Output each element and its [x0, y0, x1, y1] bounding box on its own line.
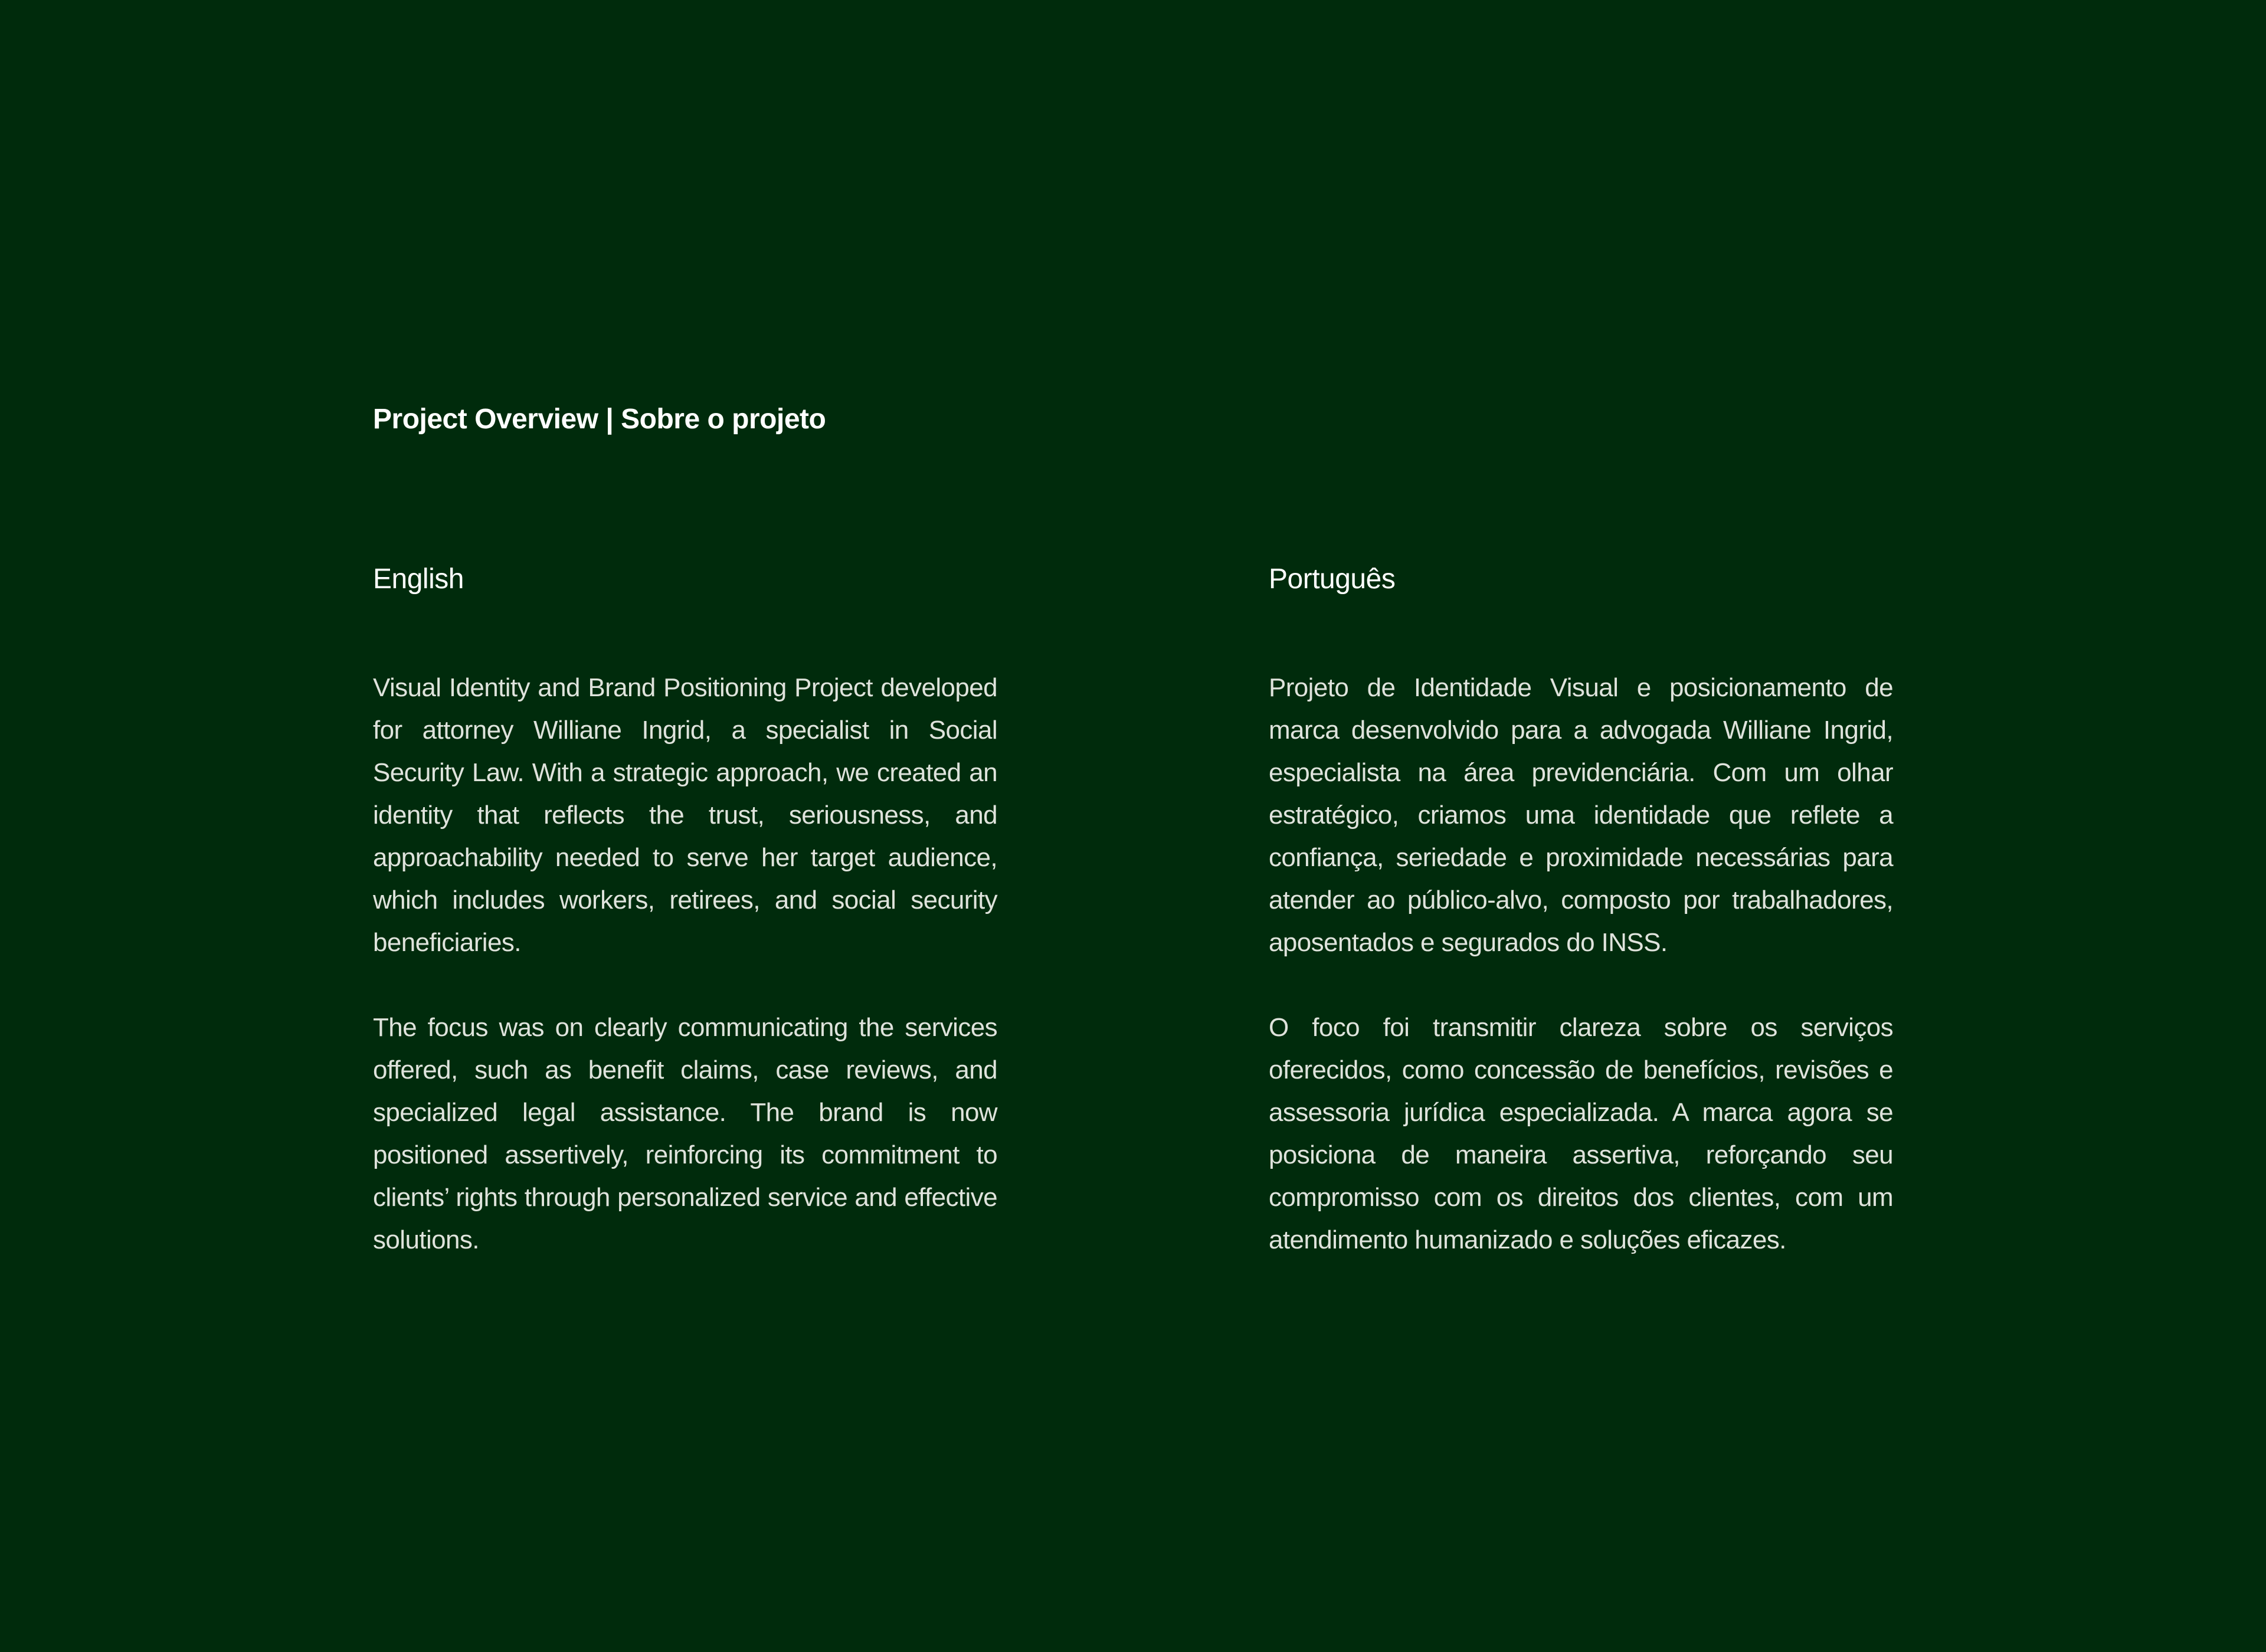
- portuguese-paragraph-1: Projeto de Identidade Visual e posicionamento de marca desenvolvido para a advogada Williane Ingrid, especialista na área previdenciária. Com um olhar estratégico, criamos uma identidade que reflete a confiança, seriedade e proximidade necessárias para atender ao público-alvo, composto por trabalhadores, aposentados e segurados do INSS.: [1269, 673, 1893, 957]
- english-paragraph-1: Visual Identity and Brand Positioning Project developed for attorney Williane Ingrid, a specialist in Social Security Law. With a strategic approach, we created an identity that reflects the trust, seriousness, and approachability needed to serve her target audience, which includes workers, retirees, and social security beneficiaries.: [373, 673, 997, 957]
- english-paragraph-2: The focus was on clearly communicating the services offered, such as benefit claims, case reviews, and specialized legal assistance. The brand is now positioned assertively, reinforcing its commitment to clients’ rights through personalized service and effective solutions.: [373, 1013, 997, 1254]
- page-title: Project Overview | Sobre o projeto: [373, 404, 826, 435]
- portuguese-heading: Português: [1269, 563, 1396, 595]
- english-heading: English: [373, 563, 464, 595]
- portuguese-column: [1269, 562, 1893, 1261]
- portuguese-paragraph-2: O foco foi transmitir clareza sobre os serviços oferecidos, como concessão de benefícios, revisões e assessoria jurídica especializada. A marca agora se posiciona de maneira assertiva, reforçando seu compromisso com os direitos dos clientes, com um atendimento humanizado e soluções eficazes.: [1269, 1013, 1893, 1254]
- english-column: [373, 562, 997, 1261]
